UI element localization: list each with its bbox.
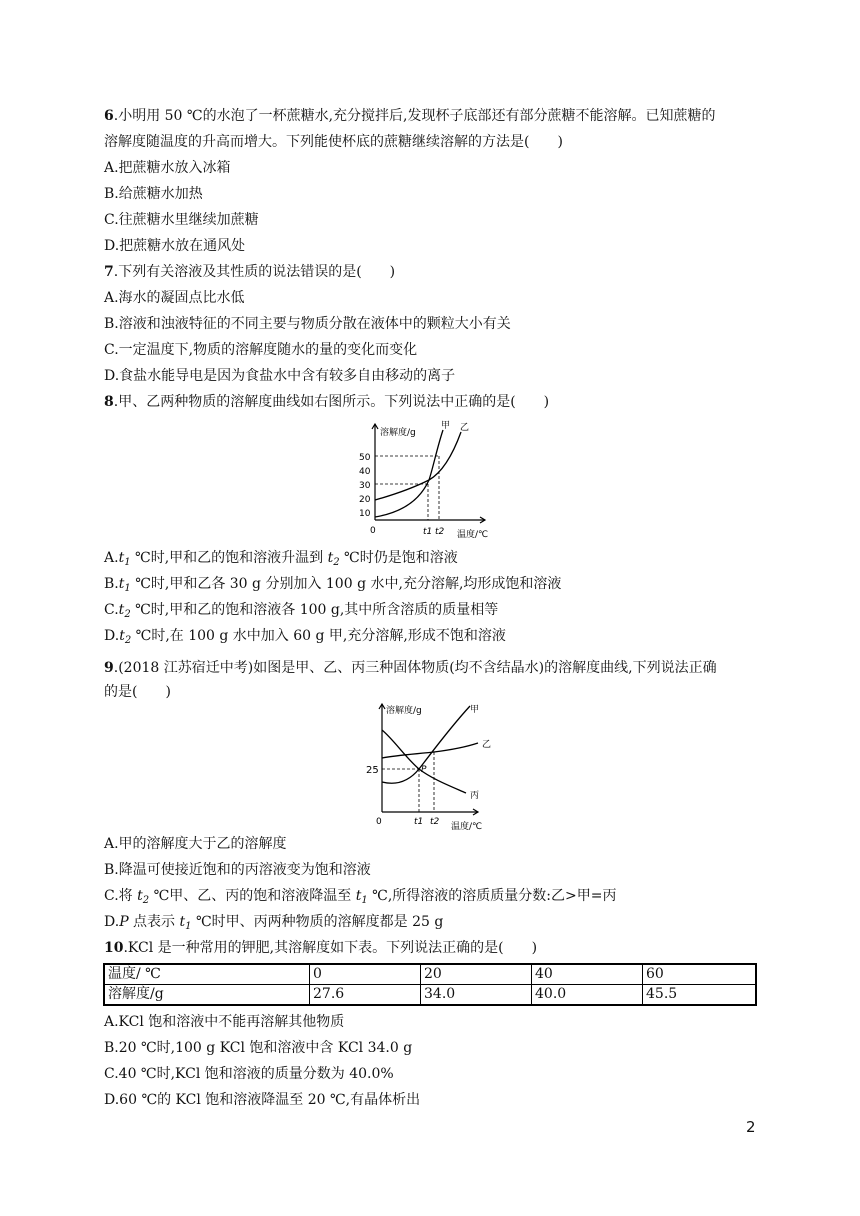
table-cell: 40 [532,964,643,985]
q8-xlabel: 温度/℃ [457,530,489,540]
q8-solubility-graph [355,418,505,544]
q6-stem-line-2: 溶解度随温度的升高而增大。下列能使杯底的蔗糖继续溶解的方法是( ) [104,134,563,150]
q7-option-b[interactable]: B.溶液和浊液特征的不同主要与物质分散在液体中的颗粒大小有关 [104,316,511,332]
q8-d-prefix: D. [104,628,120,644]
q9-series-jia: 甲 [470,705,480,715]
q9-c-sub2: 1 [361,895,368,906]
q9-d-p: P [119,914,129,930]
q8-d-sub: 2 [124,635,132,646]
q6-stem-line-1 [104,106,715,126]
q9-series-yi: 乙 [482,740,492,750]
q8-c-sub: 2 [124,609,131,620]
q10-option-b[interactable]: B.20 ℃时,100 g KCl 饱和溶液中含 KCl 34.0 g [104,1040,413,1056]
q9-solubility-graph [358,700,508,835]
table-cell: 0 [310,964,421,985]
table-cell: 34.0 [421,985,532,1006]
table-header-row [104,964,756,985]
q8-stem-text: .甲、乙两种物质的溶解度曲线如右图所示。下列说法中正确的是( ) [113,394,550,410]
q8-a-mid: ℃时,甲和乙的饱和溶液升温到 [130,550,328,566]
q7-option-d[interactable]: D.食盐水能导电是因为食盐水中含有较多自由移动的离子 [104,368,456,384]
q9-number: 9 [104,660,114,676]
table-cell: 45.5 [643,985,757,1006]
q7-option-a[interactable]: A.海水的凝固点比水低 [104,290,245,306]
q10-stem-text: .KCl 是一种常用的钾肥,其溶解度如下表。下列说法正确的是( ) [123,940,538,956]
q8-ytick-20: 20 [359,495,371,505]
q9-xtick-t1: t1 [414,817,424,827]
q8-a-sub: 1 [124,557,131,568]
q8-number: 8 [104,394,114,410]
q8-a-post: ℃时仍是饱和溶液 [339,550,458,566]
q9-d-mid: 点表示 [128,914,180,930]
q8-c-post: ℃时,甲和乙的饱和溶液各 100 g,其中所含溶质的质量相等 [130,602,499,618]
q8-ytick-30: 30 [359,481,371,491]
q9-xlabel: 温度/℃ [451,822,483,832]
q7-number: 7 [104,264,114,280]
q8-origin: 0 [370,526,376,536]
q9-series-bing: 丙 [470,791,480,801]
table-cell: 20 [421,964,532,985]
q9-c-sub: 2 [142,895,150,906]
q8-option-a[interactable] [104,548,458,573]
q7-stem-text: .下列有关溶液及其性质的说法错误的是( ) [113,264,396,280]
q9-d-post: ℃时甲、丙两种物质的溶解度都是 25 g [191,914,444,930]
q8-series-jia: 甲 [441,421,451,431]
q8-b-t: t [118,576,125,592]
q8-ytick-40: 40 [359,467,371,477]
q9-c-t: t [137,888,143,904]
q8-a-sub2: 2 [333,557,340,568]
q8-d-t: t [119,628,125,644]
q8-xtick-t2: t2 [435,527,445,537]
q9-d-t: t [179,914,186,930]
q9-option-d[interactable] [104,912,443,937]
q6-number: 6 [104,108,114,124]
q9-option-b[interactable]: B.降温可使接近饱和的丙溶液变为饱和溶液 [104,862,371,878]
q8-b-sub: 1 [124,583,131,594]
q9-c-prefix: C.将 [104,888,138,904]
q9-xtick-t2: t2 [430,817,440,827]
q9-ytick-25: 25 [366,765,379,776]
q7-stem [104,262,395,282]
q8-option-d[interactable] [104,626,506,651]
q9-d-sub: 1 [185,921,192,932]
q9-option-c[interactable] [104,886,616,911]
q8-xtick-t1: t1 [423,527,433,537]
table-cell: 40.0 [532,985,643,1006]
q9-c-post: ℃,所得溶液的溶质质量分数:乙>甲=丙 [367,888,617,904]
q9-c-t2: t [355,888,362,904]
q8-c-t: t [118,602,125,618]
q9-d-prefix: D. [104,914,120,930]
q6-option-a[interactable]: A.把蔗糖水放入冰箱 [104,160,231,176]
q9-c-mid: ℃甲、乙、丙的饱和溶液降温至 [149,888,356,904]
q8-option-c[interactable] [104,600,498,625]
q6-option-c[interactable]: C.往蔗糖水里继续加蔗糖 [104,212,259,228]
q9-point-p: P [421,765,427,775]
q10-option-a[interactable]: A.KCl 饱和溶液中不能再溶解其他物质 [104,1014,345,1030]
q6-option-b[interactable]: B.给蔗糖水加热 [104,186,203,202]
q9-stem-line-2: 的是( ) [104,684,171,700]
q8-option-b[interactable] [104,574,561,599]
q10-stem [104,938,537,958]
q8-ytick-50: 50 [359,453,371,463]
q9-ylabel: 溶解度/g [386,706,422,716]
q8-d-post: ℃时,在 100 g 水中加入 60 g 甲,充分溶解,形成不饱和溶液 [131,628,506,644]
q6-stem-text-1: .小明用 50 ℃的水泡了一杯蔗糖水,充分搅拌后,发现杯子底部还有部分蔗糖不能溶解。已知蔗糖的 [113,108,716,124]
q8-b-prefix: B. [104,576,119,592]
q6-option-d[interactable]: D.把蔗糖水放在通风处 [104,238,246,254]
q9-origin: 0 [376,817,382,827]
q8-a-prefix: A. [104,550,119,566]
table-row [104,985,756,1006]
q9-stem-line-1 [104,658,717,678]
q7-option-c[interactable]: C.一定温度下,物质的溶解度随水的量的变化而变化 [104,342,418,358]
q8-a-t2: t [327,550,334,566]
q8-a-t: t [118,550,125,566]
q9-option-a[interactable]: A.甲的溶解度大于乙的溶解度 [104,836,287,852]
table-cell: 60 [643,964,757,985]
q10-number: 10 [104,940,124,956]
page-number: 2 [746,1118,756,1136]
q8-series-yi: 乙 [460,423,470,433]
q8-stem [104,392,549,412]
table-cell: 溶解度/g [104,985,310,1006]
q8-b-post: ℃时,甲和乙各 30 g 分别加入 100 g 水中,充分溶解,均形成饱和溶液 [130,576,562,592]
kcl-solubility-table [103,963,757,1006]
q8-ytick-10: 10 [359,509,371,519]
q8-ylabel: 溶解度/g [380,428,416,438]
q8-c-prefix: C. [104,602,119,618]
table-cell: 温度/ ℃ [104,964,310,985]
q10-option-c[interactable]: C.40 ℃时,KCl 饱和溶液的质量分数为 40.0% [104,1066,394,1082]
table-cell: 27.6 [310,985,421,1006]
q10-option-d[interactable]: D.60 ℃的 KCl 饱和溶液降温至 20 ℃,有晶体析出 [104,1092,421,1108]
q9-stem-text-1: .(2018 江苏宿迁中考)如图是甲、乙、丙三种固体物质(均不含结晶水)的溶解度曲线,下列说法正确 [113,660,717,676]
